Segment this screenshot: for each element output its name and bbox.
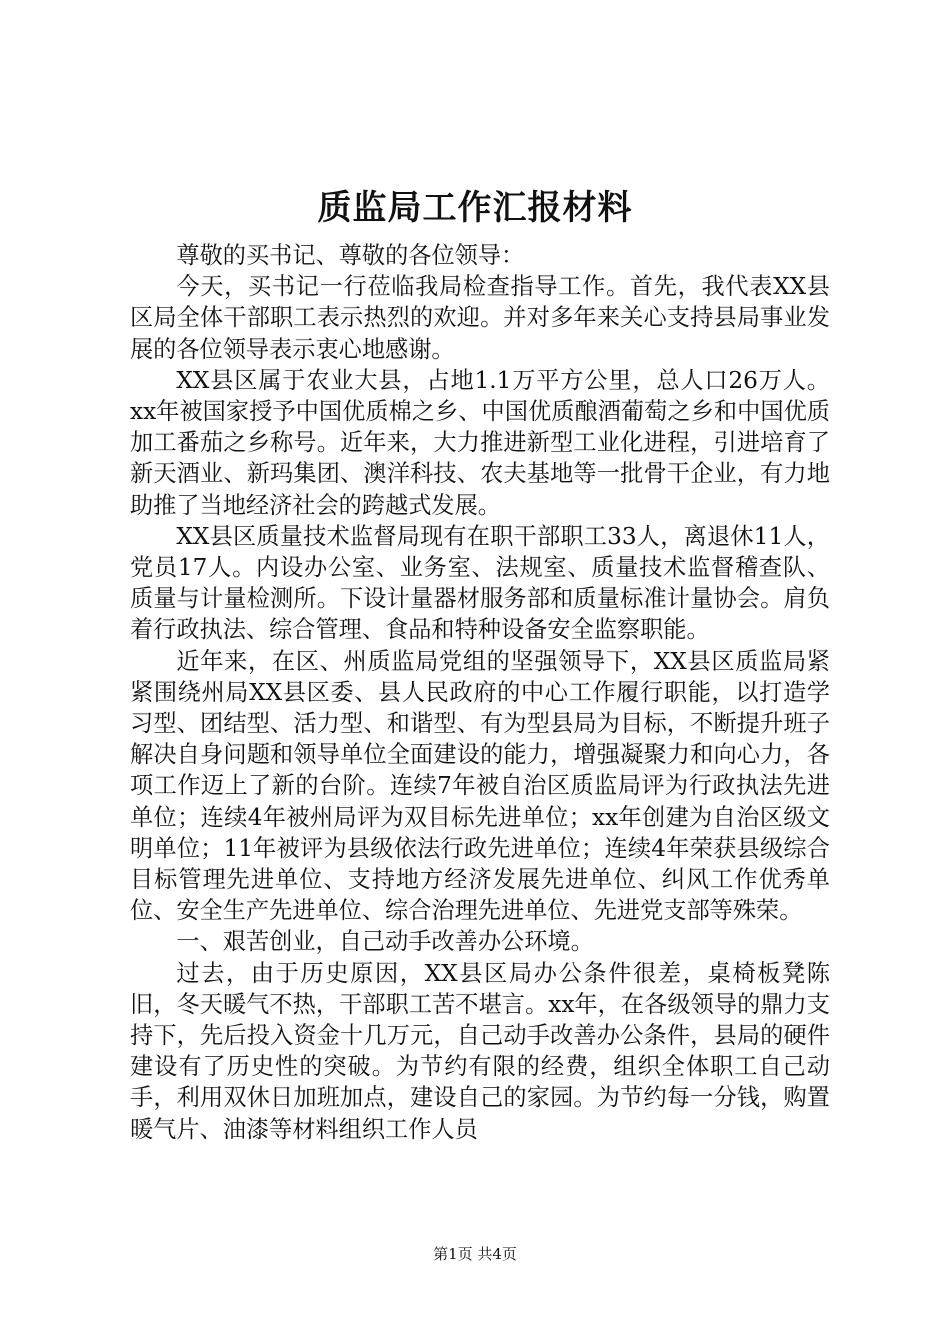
document-body bbox=[130, 240, 830, 1145]
paragraph-achievements: 近年来，在区、州质监局党组的坚强领导下，XX县区质监局紧紧围绕州局XX县区委、县人民政府的中心工作履行职能，以打造学习型、团结型、活力型、和谐型、有为型县局为目标，不断提升班子解决自身问题和领导单位全面建设的能力，增强凝聚力和向心力，各项工作迈上了新的台阶。连续7年被自治区质监局评为行政执法先进单位；连续4年被州局评为双目标先进单位；xx年创建为自治区级文明单位；11年被评为县级依法行政先进单位；连续4年荣获县级综合目标管理先进单位、支持地方经济发展先进单位、纠风工作优秀单位、安全生产先进单位、综合治理先进单位、先进党支部等殊荣。 bbox=[130, 647, 830, 925]
paragraph-salutation: 尊敬的买书记、尊敬的各位领导： bbox=[176, 242, 525, 269]
section-heading-1: 一、艰苦创业，自己动手改善办公环境。 bbox=[176, 928, 594, 956]
paragraph-bureau-overview: XX县区质量技术监督局现有在职干部职工33人，离退休11人，党员17人。内设办公室、业务室、法规室、质量技术监督稽查队、质量与计量检测所。下设计量器材服务部和质量标准计量协会。肩负着行政执法、综合管理、食品和特种设备安全监察职能。 bbox=[130, 522, 830, 644]
paragraph-office-improvement: 过去，由于历史原因，XX县区局办公条件很差，桌椅板凳陈旧，冬天暖气不热，干部职工苦不堪言。xx年，在各级领导的鼎力支持下，先后投入资金十几万元，自己动手改善办公条件，县局的硬件建设有了历史性的突破。为节约有限的经费，组织全体职工自己动手，利用双休日加班加点，建设自己的家园。为节约每一分钱，购置暖气片、油漆等材料组织工作人员 bbox=[130, 959, 830, 1143]
document-title: 质监局工作汇报材料 bbox=[317, 188, 633, 228]
page-number-footer: 第1页 共4页 bbox=[433, 1245, 517, 1263]
paragraph-welcome: 今天，买书记一行莅临我局检查指导工作。首先，我代表XX县区局全体干部职工表示热烈的欢迎。并对多年来关心支持县局事业发展的各位领导表示衷心地感谢。 bbox=[130, 273, 830, 363]
paragraph-county-overview: XX县区属于农业大县，占地1.1万平方公里，总人口26万人。xx年被国家授予中国优质棉之乡、中国优质酿酒葡萄之乡和中国优质加工番茄之乡称号。近年来，大力推进新型工业化进程，引进培育了新天酒业、新玛集团、澳洋科技、农夫基地等一批骨干企业，有力地助推了当地经济社会的跨越式发展。 bbox=[130, 366, 830, 519]
